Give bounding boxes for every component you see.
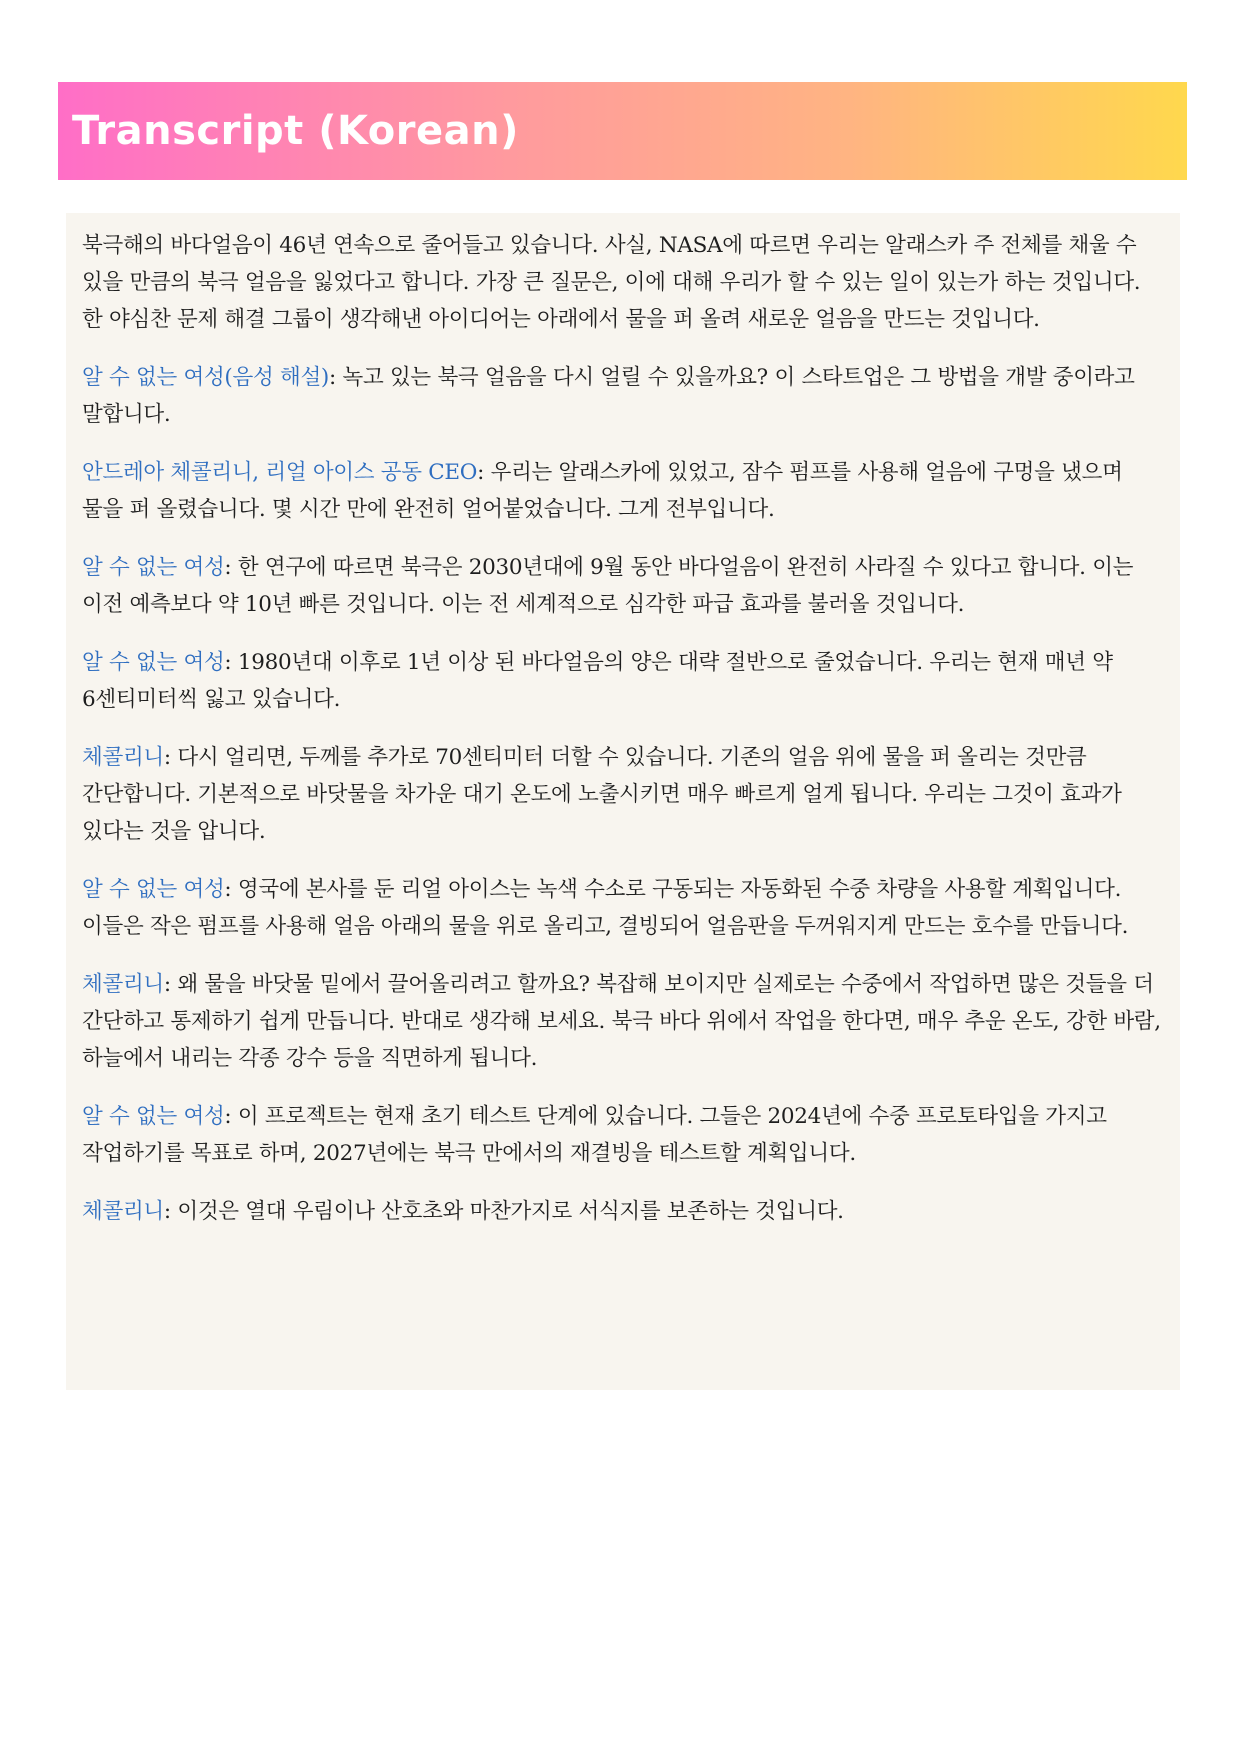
transcript-paragraph [82, 739, 1162, 850]
transcript-paragraph [82, 359, 1162, 433]
speaker-name: 알 수 없는 여성 [82, 1104, 225, 1129]
speaker-name: 알 수 없는 여성 [82, 877, 225, 902]
paragraph-text: : 우리는 알래스카에 있었고, 잠수 펌프를 사용해 얼음에 구멍을 냈으며 물을 퍼 올렸습니다. 몇 시간 만에 완전히 얼어붙었습니다. 그게 전부입니다. [82, 460, 1123, 522]
transcript-paragraph [82, 1098, 1162, 1172]
transcript-paragraph [82, 644, 1162, 718]
speaker-name: 안드레아 체콜리니, 리얼 아이스 공동 CEO [82, 460, 478, 485]
speaker-name: 알 수 없는 여성(음성 해설) [82, 365, 330, 390]
paragraph-text: : 이것은 열대 우림이나 산호초와 마찬가지로 서식지를 보존하는 것입니다. [163, 1199, 844, 1224]
speaker-name: 알 수 없는 여성 [82, 650, 225, 675]
header-banner [58, 82, 1187, 180]
transcript-paragraph [82, 966, 1162, 1077]
paragraph-text: : 왜 물을 바닷물 밑에서 끌어올리려고 할까요? 복잡해 보이지만 실제로는 수중에서 작업하면 많은 것들을 더 간단하고 통제하기 쉽게 만듭니다. 반대로 생각해 보세요. 북극 바다 위에서 작업을 한다면, 매우 추운 온도, 강한 바람, 하늘에서 내리는 각종 강수 등을 직면하게 됩니다. [82, 972, 1161, 1071]
transcript-paragraph [82, 227, 1162, 338]
transcript-paragraph [82, 454, 1162, 528]
page-title: Transcript (Korean) [72, 108, 519, 154]
transcript-box [66, 213, 1180, 1390]
transcript-paragraph [82, 549, 1162, 623]
paragraph-text: : 1980년대 이후로 1년 이상 된 바다얼음의 양은 대략 절반으로 줄었습니다. 우리는 현재 매년 약 6센티미터씩 잃고 있습니다. [82, 650, 1113, 712]
paragraph-text: : 한 연구에 따르면 북극은 2030년대에 9월 동안 바다얼음이 완전히 사라질 수 있다고 합니다. 이는 이전 예측보다 약 10년 빠른 것입니다. 이는 전 세계적으로 심각한 파급 효과를 불러올 것입니다. [82, 555, 1134, 617]
speaker-name: 체콜리니 [82, 745, 164, 770]
speaker-name: 알 수 없는 여성 [82, 555, 225, 580]
paragraph-text: : 영국에 본사를 둔 리얼 아이스는 녹색 수소로 구동되는 자동화된 수중 차량을 사용할 계획입니다. 이들은 작은 펌프를 사용해 얼음 아래의 물을 위로 올리고, 결빙되어 얼음판을 두꺼워지게 만드는 호수를 만듭니다. [82, 877, 1129, 939]
transcript-paragraph [82, 1193, 1162, 1230]
paragraph-text: 북극해의 바다얼음이 46년 연속으로 줄어들고 있습니다. 사실, NASA에 따르면 우리는 알래스카 주 전체를 채울 수 있을 만큼의 북극 얼음을 잃었다고 합니다. 가장 큰 질문은, 이에 대해 우리가 할 수 있는 일이 있는가 하는 것입니다. 한 야심찬 문제 해결 그룹이 생각해낸 아이디어는 아래에서 물을 퍼 올려 새로운 얼음을 만드는 것입니다. [82, 233, 1141, 332]
speaker-name: 체콜리니 [82, 1199, 164, 1224]
speaker-name: 체콜리니 [82, 972, 164, 997]
transcript-paragraph [82, 871, 1162, 945]
paragraph-text: : 이 프로젝트는 현재 초기 테스트 단계에 있습니다. 그들은 2024년에 수중 프로토타입을 가지고 작업하기를 목표로 하며, 2027년에는 북극 만에서의 재결빙을 테스트할 계획입니다. [82, 1104, 1107, 1166]
paragraph-text: : 녹고 있는 북극 얼음을 다시 얼릴 수 있을까요? 이 스타트업은 그 방법을 개발 중이라고 말합니다. [82, 365, 1135, 427]
paragraph-text: : 다시 얼리면, 두께를 추가로 70센티미터 더할 수 있습니다. 기존의 얼음 위에 물을 퍼 올리는 것만큼 간단합니다. 기본적으로 바닷물을 차가운 대기 온도에 노출시키면 매우 빠르게 얼게 됩니다. 우리는 그것이 효과가 있다는 것을 압니다. [82, 745, 1122, 844]
